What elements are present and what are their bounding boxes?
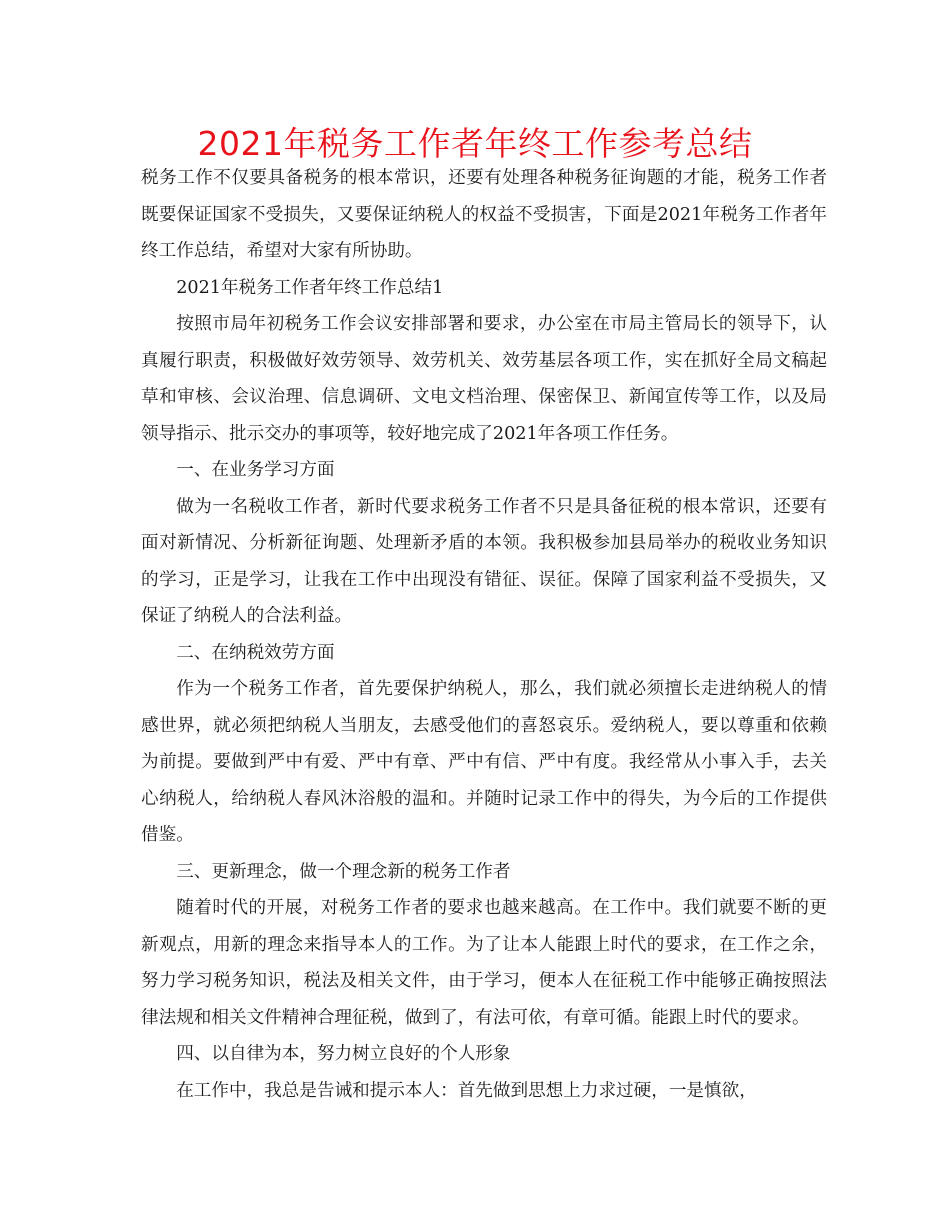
document-body — [141, 160, 827, 1109]
body-paragraph: 随着时代的开展，对税务工作者的要求也越来越高。在工作中。我们就要不断的更新观点，用新的理念来指导本人的工作。为了让本人能跟上时代的要求，在工作之余，努力学习税务知识，税法及相关文件，由于学习，便本人在征税工作中能够正确按照法律法规和相关文件精神合理征税，做到了，有法可依，有章可循。能跟上时代的要求。 — [141, 898, 827, 1028]
document-title: 2021年税务工作者年终工作参考总结 — [197, 124, 753, 163]
body-paragraph: 按照市局年初税务工作会议安排部署和要求，办公室在市局主管局长的领导下，认真履行职责，积极做好效劳领导、效劳机关、效劳基层各项工作，实在抓好全局文稿起草和审核、会议治理、信息调研、文电文档治理、保密保卫、新闻宣传等工作，以及局领导指示、批示交办的事项等，较好地完成了2021年各项工作任务。 — [141, 314, 827, 444]
body-paragraph: 做为一名税收工作者，新时代要求税务工作者不只是具备征税的根本常识，还要有面对新情况、分析新征询题、处理新矛盾的本领。我积极参加县局举办的税收业务知识的学习，正是学习，让我在工作中出现没有错征、误征。保障了国家利益不受损失，又保证了纳税人的合法利益。 — [141, 496, 827, 626]
section-heading-summary-1: 2021年税务工作者年终工作总结1 — [176, 277, 444, 298]
body-paragraph: 在工作中，我总是告诫和提示本人：首先做到思想上力求过硬，一是慎欲， — [176, 1080, 757, 1101]
section-heading-study: 一、在业务学习方面 — [176, 460, 335, 480]
section-heading-self-discipline: 四、以自律为本，努力树立良好的个人形象 — [176, 1044, 511, 1064]
intro-paragraph: 税务工作不仅要具备税务的根本常识，还要有处理各种税务征询题的才能，税务工作者既要保证国家不受损失，又要保证纳税人的权益不受损害，下面是2021年税务工作者年终工作总结，希望对大家有所协助。 — [141, 168, 827, 261]
section-heading-service: 二、在纳税效劳方面 — [176, 642, 335, 663]
section-heading-concept: 三、更新理念，做一个理念新的税务工作者 — [176, 861, 511, 882]
body-paragraph: 作为一个税务工作者，首先要保护纳税人，那么，我们就必须擅长走进纳税人的情感世界，就必须把纳税人当朋友，去感受他们的喜怒哀乐。爱纳税人，要以尊重和依赖为前提。要做到严中有爱、严中有章、严中有信、严中有度。我经常从小事入手，去关心纳税人，给纳税人春风沐浴般的温和。并随时记录工作中的得失，为今后的工作提供借鉴。 — [141, 679, 827, 845]
